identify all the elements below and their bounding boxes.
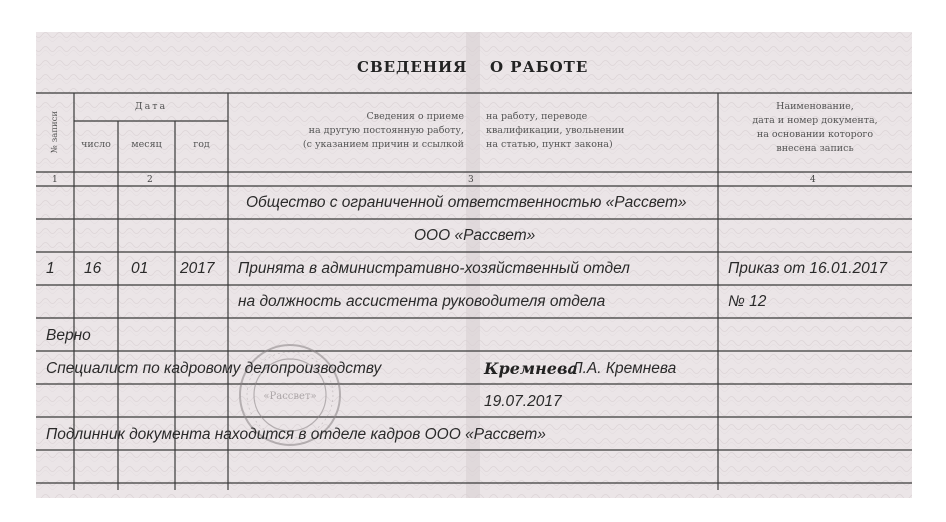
entry-company-full: Общество с ограниченной ответственностью «Рассвет»: [246, 194, 687, 211]
entry-verified: Верно: [46, 327, 91, 344]
entry-text-line1: Принята в административно-хозяйственный отдел: [238, 260, 630, 277]
signer-name: Л.А. Кремнева: [572, 360, 677, 377]
entry-order-line2: № 12: [728, 293, 767, 310]
header-record-no: № записи: [50, 110, 60, 154]
header-info-right-3: на статью, пункт закона): [486, 139, 613, 150]
title-right: О РАБОТЕ: [490, 58, 589, 76]
entry-specialist: Специалист по кадровому делопроизводству: [46, 360, 382, 377]
header-basis-1: Наименование,: [776, 101, 854, 112]
header-day: число: [81, 139, 111, 150]
col-number-2: 2: [147, 175, 153, 185]
sign-date: 19.07.2017: [484, 393, 562, 410]
stamp-text: «Рассвет»: [263, 391, 317, 402]
header-basis-2: дата и номер документа,: [752, 115, 878, 126]
header-info-right-1: на работу, переводе: [486, 111, 588, 122]
col-number-4: 4: [810, 175, 816, 185]
entry-order-line1: Приказ от 16.01.2017: [728, 260, 887, 277]
header-info-left-3: (с указанием причин и ссылкой: [302, 139, 464, 150]
header-basis-4: внесена запись: [776, 143, 854, 154]
entry-company-short: ООО «Рассвет»: [414, 227, 536, 244]
header-month: месяц: [131, 139, 162, 150]
header-info-right-2: квалификации, увольнении: [486, 125, 625, 136]
header-info-left-2: на другую постоянную работу,: [308, 125, 464, 136]
title-left: СВЕДЕНИЯ: [357, 58, 468, 76]
header-info-left-1: Сведения о приеме: [366, 111, 464, 122]
signature: Кремнева: [484, 359, 578, 378]
col-number-3: 3: [468, 175, 474, 185]
entry-record-no: 1: [46, 260, 55, 277]
header-year: год: [193, 139, 210, 150]
header-basis-3: на основании которого: [756, 129, 874, 140]
header-date: Дата: [134, 101, 168, 112]
entry-month: 01: [131, 260, 149, 277]
col-number-1: 1: [52, 175, 58, 185]
entry-text-line2: на должность ассистента руководителя отдела: [238, 293, 606, 310]
entry-original-note: Подлинник документа находится в отделе кадров ООО «Рассвет»: [46, 426, 546, 443]
entry-day: 16: [84, 260, 102, 277]
entry-year: 2017: [180, 260, 215, 277]
